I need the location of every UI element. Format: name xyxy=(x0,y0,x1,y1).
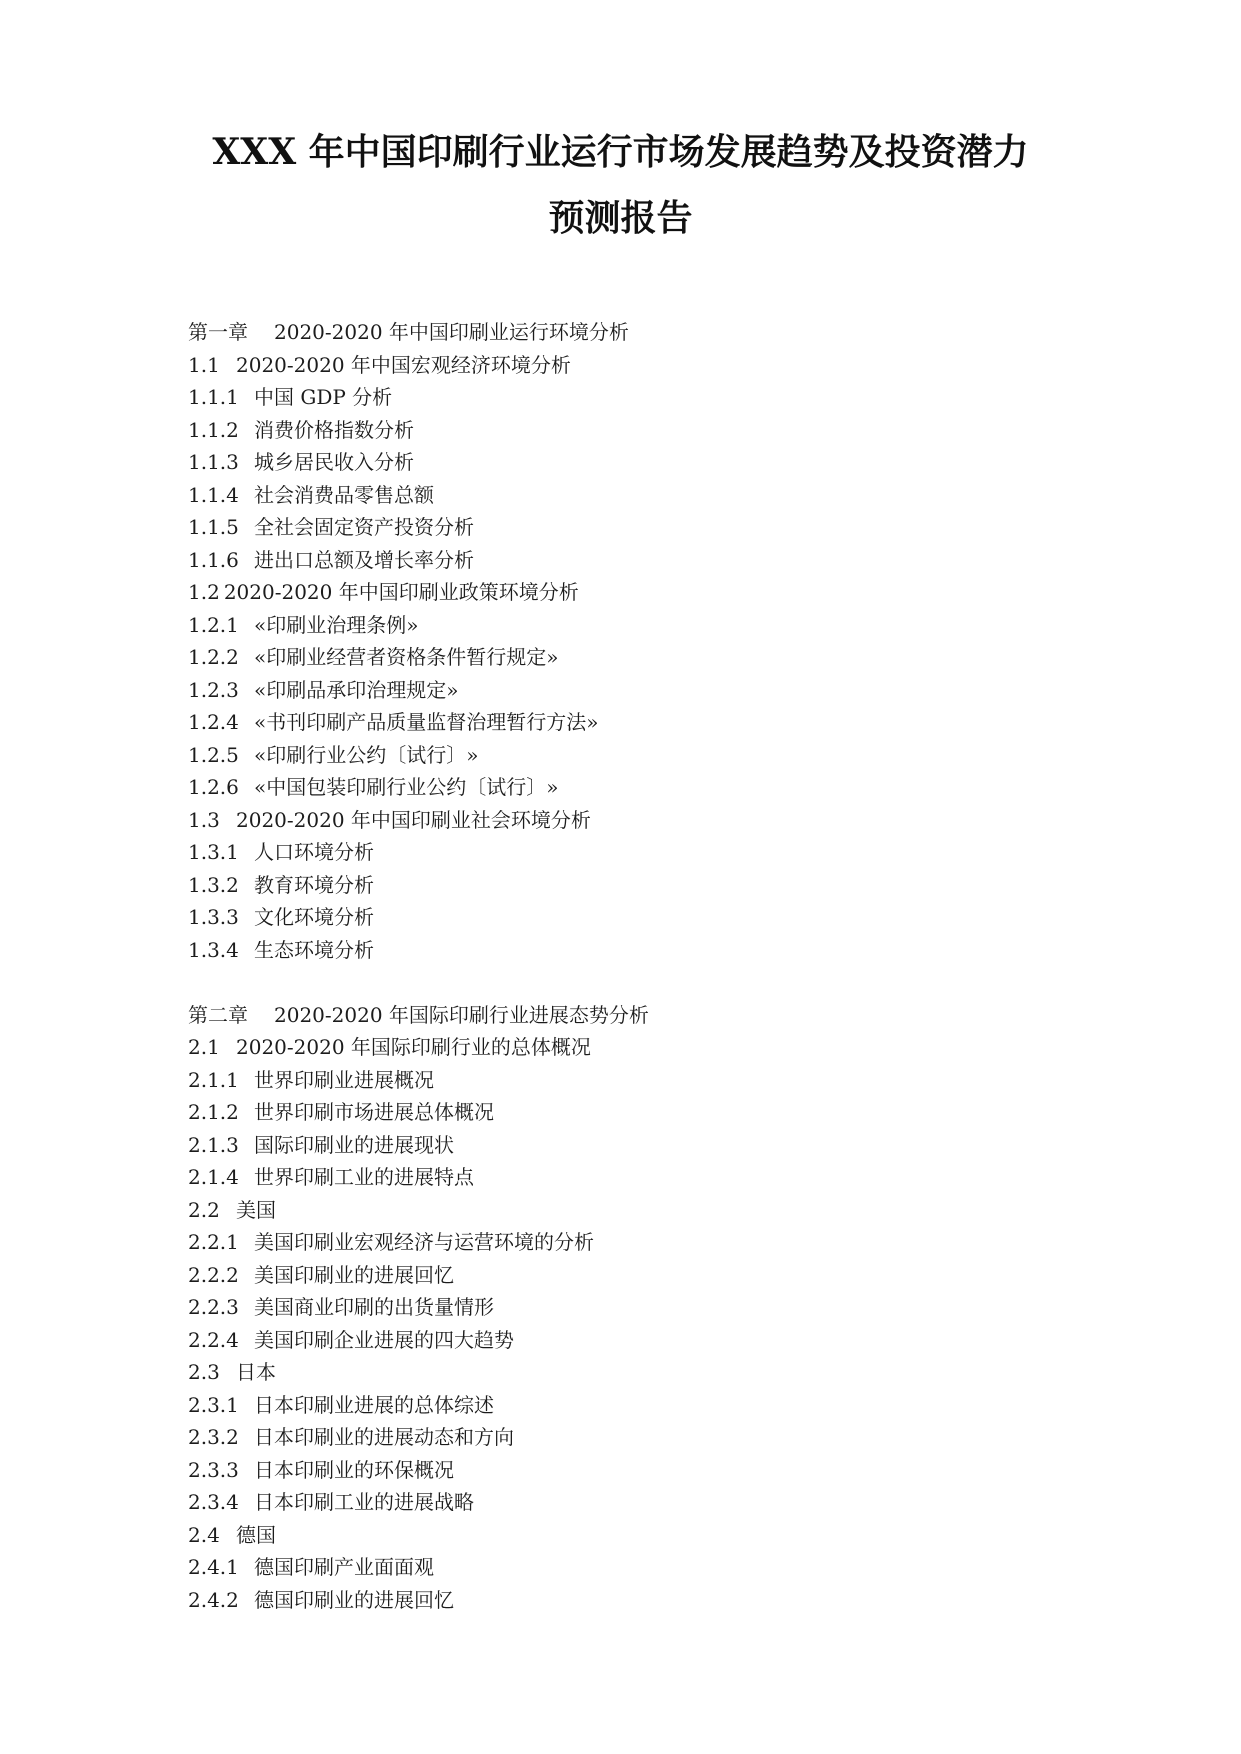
toc-entry-number: 2.1.4 xyxy=(188,1165,239,1189)
toc-entry-number: 1.1.1 xyxy=(188,385,239,409)
toc-entry-number: 1.3.1 xyxy=(188,840,239,864)
toc-entry-number: 1.3.3 xyxy=(188,905,239,929)
toc-entry xyxy=(188,706,1088,739)
toc-entry-title: «印刷品承印治理规定» xyxy=(254,677,459,702)
table-of-contents xyxy=(188,316,1088,1616)
toc-entry xyxy=(188,674,1088,707)
toc-entry xyxy=(188,511,1088,544)
toc-entry-number: 2.3.4 xyxy=(188,1490,239,1514)
toc-entry-title: «印刷业治理条例» xyxy=(254,612,419,637)
toc-entry-number: 1.3.4 xyxy=(188,937,239,962)
toc-entry-number: 1.2.6 xyxy=(188,775,239,799)
toc-entry-title: 美国 xyxy=(236,1197,276,1222)
toc-entry-title: 美国印刷业的进展回忆 xyxy=(254,1262,454,1287)
toc-entry xyxy=(188,999,1088,1032)
toc-entry-number: 2.1.1 xyxy=(188,1067,239,1092)
toc-entry-title: 德国印刷业的进展回忆 xyxy=(254,1587,454,1612)
toc-entry xyxy=(188,381,1088,414)
toc-entry-number: 2.1.2 xyxy=(188,1100,239,1124)
toc-entry-number: 1.2.1 xyxy=(188,612,239,637)
toc-entry-number: 2.4 xyxy=(188,1522,220,1547)
toc-entry-number: 1.2.4 xyxy=(188,710,239,734)
toc-entry xyxy=(188,1291,1088,1324)
toc-entry-number: 2.2.4 xyxy=(188,1327,239,1352)
toc-entry-number: 1.1 xyxy=(188,352,220,377)
toc-entry-title: 2020-2020 年国际印刷行业进展态势分析 xyxy=(274,1002,649,1027)
toc-entry-title: 2020-2020 年中国印刷业社会环境分析 xyxy=(236,807,591,832)
toc-entry xyxy=(188,1226,1088,1259)
toc-chapter-1-block xyxy=(188,316,1088,966)
toc-entry-number: 2.2.1 xyxy=(188,1230,239,1254)
report-title-line-1: XXX 年中国印刷行业运行市场发展趋势及投资潜力 xyxy=(212,131,1029,173)
toc-entry xyxy=(188,771,1088,804)
toc-entry-title: 德国印刷产业面面观 xyxy=(254,1555,434,1579)
toc-entry-title: «印刷行业公约〔试行〕» xyxy=(254,742,479,767)
toc-entry xyxy=(188,869,1088,902)
toc-entry xyxy=(188,901,1088,934)
toc-entry xyxy=(188,446,1088,479)
toc-entry xyxy=(188,609,1088,642)
toc-entry-title: «中国包装印刷行业公约〔试行〕» xyxy=(254,775,559,799)
toc-entry-title: «书刊印刷产品质量监督治理暂行方法» xyxy=(254,710,599,734)
toc-entry-number: 2.2.2 xyxy=(188,1262,239,1287)
toc-entry-title: 美国印刷业宏观经济与运营环境的分析 xyxy=(254,1230,594,1254)
report-title-line-2: 预测报告 xyxy=(548,197,693,239)
toc-entry-number: 2.3.3 xyxy=(188,1457,239,1482)
toc-entry-title: 2020-2020 年中国印刷业政策环境分析 xyxy=(223,580,579,604)
toc-entry xyxy=(188,1519,1088,1552)
toc-entry-number: 1.2.3 xyxy=(188,677,239,702)
toc-entry xyxy=(188,1161,1088,1194)
toc-entry xyxy=(188,1454,1088,1487)
toc-entry xyxy=(188,479,1088,512)
toc-entry xyxy=(188,1259,1088,1292)
toc-entry xyxy=(188,1031,1088,1064)
toc-entry xyxy=(188,836,1088,869)
toc-entry-number: 1.3 xyxy=(188,807,220,832)
toc-entry xyxy=(188,1356,1088,1389)
toc-entry-title: 2020-2020 年中国印刷业运行环境分析 xyxy=(274,320,629,344)
toc-entry-title: 消费价格指数分析 xyxy=(254,417,414,442)
toc-entry-number: 1.2 xyxy=(188,580,220,604)
toc-entry-number: 2.4.2 xyxy=(188,1587,239,1612)
toc-entry xyxy=(188,544,1088,577)
toc-entry-title: 世界印刷市场进展总体概况 xyxy=(254,1100,494,1124)
toc-entry xyxy=(188,1194,1088,1227)
toc-entry-title: 美国印刷企业进展的四大趋势 xyxy=(254,1327,514,1352)
toc-entry xyxy=(188,1324,1088,1357)
toc-entry-title: 日本印刷工业的进展战略 xyxy=(254,1490,474,1514)
toc-entry-number: 第二章 xyxy=(188,1002,248,1027)
toc-entry xyxy=(188,349,1088,382)
toc-entry-title: 社会消费品零售总额 xyxy=(254,482,434,507)
toc-entry-number: 2.4.1 xyxy=(188,1555,239,1579)
toc-entry-number: 1.1.6 xyxy=(188,547,239,572)
toc-entry-title: «印刷业经营者资格条件暂行规定» xyxy=(254,645,559,669)
toc-entry-title: 美国商业印刷的出货量情形 xyxy=(254,1295,494,1319)
toc-entry xyxy=(188,1064,1088,1097)
toc-entry-number: 1.2.2 xyxy=(188,645,239,669)
toc-entry-number: 1.3.2 xyxy=(188,872,239,897)
toc-entry xyxy=(188,1096,1088,1129)
toc-entry-number: 1.1.4 xyxy=(188,482,239,507)
toc-entry xyxy=(188,576,1088,609)
toc-entry-number: 第一章 xyxy=(188,320,248,344)
toc-entry xyxy=(188,641,1088,674)
toc-entry-title: 城乡居民收入分析 xyxy=(254,450,414,474)
toc-entry xyxy=(188,1389,1088,1422)
toc-entry-number: 2.2.3 xyxy=(188,1295,239,1319)
toc-entry-title: 日本 xyxy=(236,1360,276,1384)
toc-entry-title: 日本印刷业的环保概况 xyxy=(254,1457,454,1482)
toc-entry xyxy=(188,1129,1088,1162)
toc-chapter-2-block xyxy=(188,999,1088,1617)
toc-entry xyxy=(188,804,1088,837)
toc-entry xyxy=(188,316,1088,349)
toc-entry-number: 2.3.2 xyxy=(188,1425,239,1449)
toc-entry-title: 2020-2020 年国际印刷行业的总体概况 xyxy=(236,1035,591,1059)
toc-entry-number: 2.1.3 xyxy=(188,1132,239,1157)
toc-entry-number: 1.1.5 xyxy=(188,515,239,539)
toc-entry xyxy=(188,739,1088,772)
toc-entry-title: 文化环境分析 xyxy=(254,905,374,929)
toc-entry-title: 国际印刷业的进展现状 xyxy=(254,1132,454,1157)
toc-entry-title: 全社会固定资产投资分析 xyxy=(254,515,474,539)
toc-entry-title: 日本印刷业进展的总体综述 xyxy=(254,1392,494,1417)
toc-entry-title: 进出口总额及增长率分析 xyxy=(254,547,474,572)
toc-entry-number: 2.1 xyxy=(188,1035,220,1059)
toc-entry-number: 1.2.5 xyxy=(188,742,239,767)
toc-entry-title: 人口环境分析 xyxy=(254,840,374,864)
toc-entry-title: 教育环境分析 xyxy=(254,872,374,897)
toc-entry-title: 世界印刷业进展概况 xyxy=(254,1067,434,1092)
toc-entry-number: 1.1.2 xyxy=(188,417,239,442)
toc-entry xyxy=(188,414,1088,447)
toc-entry xyxy=(188,1421,1088,1454)
toc-entry-title: 日本印刷业的进展动态和方向 xyxy=(254,1425,514,1449)
toc-entry xyxy=(188,1584,1088,1617)
toc-entry xyxy=(188,1486,1088,1519)
toc-entry-title: 世界印刷工业的进展特点 xyxy=(254,1165,474,1189)
toc-entry-title: 德国 xyxy=(236,1522,276,1547)
toc-entry-title: 生态环境分析 xyxy=(254,937,374,962)
toc-entry-number: 2.2 xyxy=(188,1197,220,1222)
toc-entry-title: 中国 GDP 分析 xyxy=(254,385,393,409)
toc-entry-title: 2020-2020 年中国宏观经济环境分析 xyxy=(236,352,571,377)
toc-entry xyxy=(188,1551,1088,1584)
toc-entry xyxy=(188,934,1088,967)
toc-entry-number: 2.3.1 xyxy=(188,1392,239,1417)
toc-entry-number: 1.1.3 xyxy=(188,450,239,474)
toc-entry-number: 2.3 xyxy=(188,1360,220,1384)
